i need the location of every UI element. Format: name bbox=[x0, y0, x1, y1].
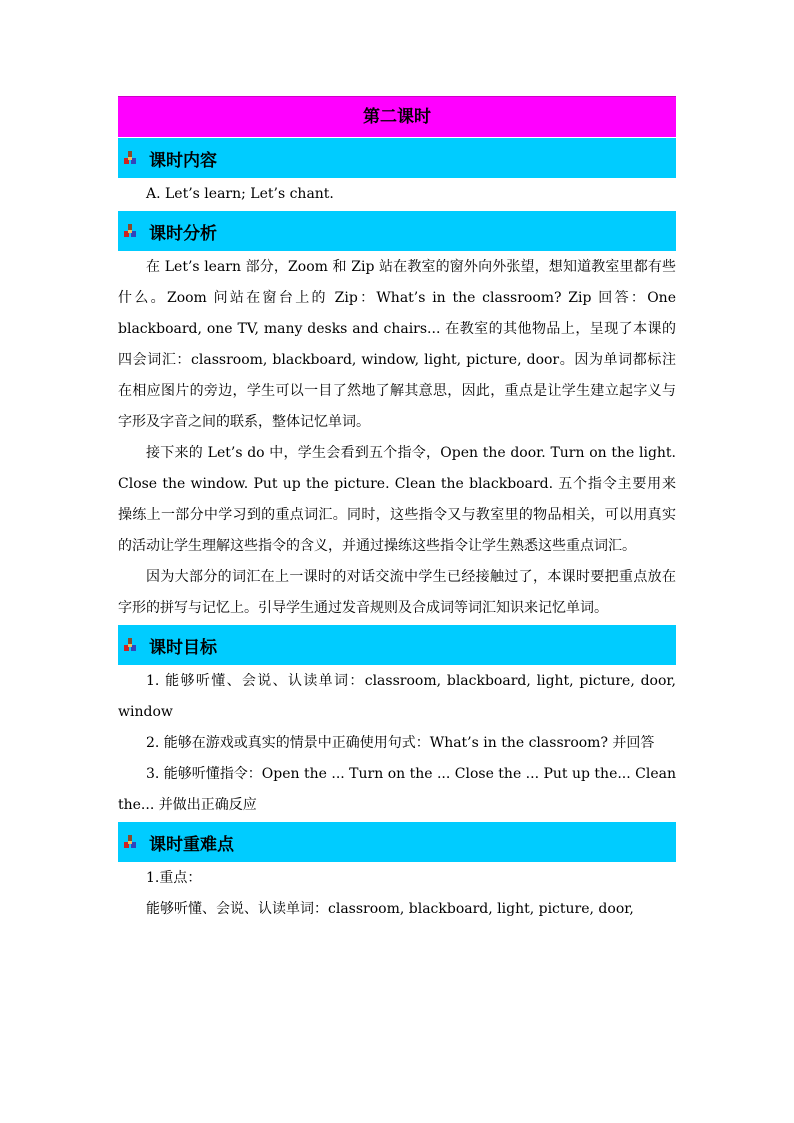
section-header-label: 课时目标 bbox=[149, 637, 217, 658]
paragraph: 2. 能够在游戏或真实的情景中正确使用句式：What’s in the classroom? 并回答 bbox=[146, 735, 655, 751]
paragraph: 接下来的 Let’s do 中，学生会看到五个指令，Open the door. Turn on the light. Close the window. Put up the picture. Clean the blackboard. 五个指令主要用来操练上一部分中学习到的重点词汇。同时，这些指令又与教室里的物品相关，可以用真实的活动让学生理解这些指令的含义，并通过操练这些指令让学生熟悉这些重点词汇。 bbox=[118, 445, 676, 554]
section-body-objectives bbox=[118, 665, 676, 821]
paragraph: 3. 能够听懂指令：Open the ... Turn on the ... Close the ... Put up the... Clean the... 并做出正确反应 bbox=[118, 766, 676, 813]
section-header-content bbox=[118, 137, 676, 178]
section-header-key-points bbox=[118, 821, 676, 862]
paragraph: 能够听懂、会说、认读单词：classroom, blackboard, light, picture, door, bbox=[146, 901, 634, 917]
section-body-analysis bbox=[118, 251, 676, 624]
book-icon bbox=[123, 638, 137, 652]
paragraph: A. Let’s learn; Let’s chant. bbox=[146, 186, 334, 202]
section-header-objectives bbox=[118, 624, 676, 665]
section-header-label: 课时内容 bbox=[149, 150, 217, 171]
paragraph: 因为大部分的词汇在上一课时的对话交流中学生已经接触过了，本课时要把重点放在字形的拼写与记忆上。引导学生通过发音规则及合成词等词汇知识来记忆单词。 bbox=[118, 569, 676, 616]
lesson-document bbox=[118, 96, 676, 925]
section-header-analysis bbox=[118, 210, 676, 251]
book-icon bbox=[123, 151, 137, 165]
section-body-key-points bbox=[118, 862, 676, 925]
paragraph: 在 Let’s learn 部分，Zoom 和 Zip 站在教室的窗外向外张望，想知道教室里都有些什么。Zoom 问站在窗台上的 Zip：What’s in the classroom? Zip 回答：One blackboard, one TV, many desks and chairs... 在教室的其他物品上，呈现了本课的四会词汇：classroom, blackboard, window, light, picture, door。因为单词都标注在相应图片的旁边，学生可以一目了然地了解其意思，因此，重点是让学生建立起字义与字形及字音之间的联系，整体记忆单词。 bbox=[118, 259, 676, 430]
paragraph: 1.重点： bbox=[146, 870, 202, 886]
section-body-content bbox=[118, 178, 676, 210]
section-header-label: 课时重难点 bbox=[149, 834, 234, 855]
section-header-label: 课时分析 bbox=[149, 223, 217, 244]
paragraph: 1. 能够听懂、会说、认读单词：classroom, blackboard, light, picture, door, window bbox=[118, 673, 676, 720]
book-icon bbox=[123, 224, 137, 238]
page-title: 第二课时 bbox=[118, 96, 676, 137]
book-icon bbox=[123, 835, 137, 849]
